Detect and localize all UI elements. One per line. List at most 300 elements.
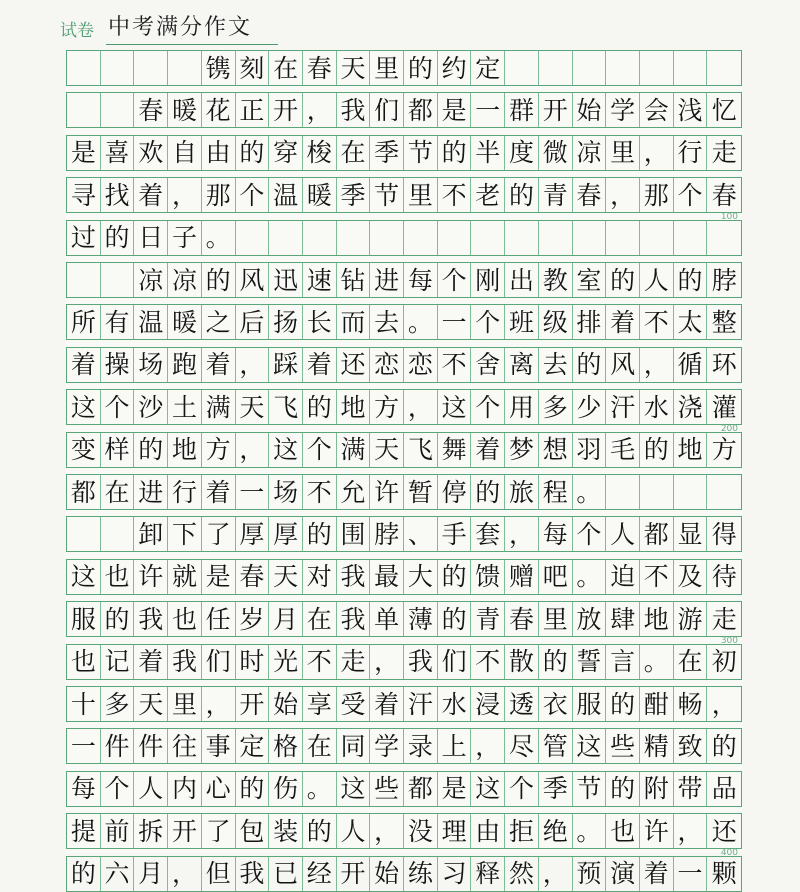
grid-cell: 的 [438,136,472,170]
grid-cell: 往 [168,729,202,763]
grid-cell: 的 [606,772,640,806]
grid-cell: 个 [101,772,135,806]
grid-cell: 出 [505,263,539,297]
grid-cell: 厚 [269,517,303,551]
grid-cell: 这 [337,772,371,806]
grid-row [66,559,742,595]
grid-cell: 春 [505,602,539,636]
grid-cell [674,51,708,85]
grid-cell: 迅 [269,263,303,297]
grid-cell: 满 [202,390,236,424]
grid-cell [404,221,438,255]
grid-row [66,516,742,552]
grid-cell: 手 [438,517,472,551]
grid-cell: 在 [303,729,337,763]
grid-cell: 也 [606,814,640,848]
grid-cell: 人 [337,814,371,848]
grid-cell [707,221,741,255]
grid-cell: 事 [202,729,236,763]
grid-cell: 一 [438,305,472,339]
grid-cell: 寻 [67,178,101,212]
grid-cell: 。 [573,814,607,848]
grid-cell: 凉 [168,263,202,297]
grid-cell: 一 [67,729,101,763]
grid-cell: 件 [101,729,135,763]
grid-cell: 飞 [269,390,303,424]
grid-cell: 提 [67,814,101,848]
grid-cell: 始 [370,857,404,891]
grid-cell: 环 [711,350,737,380]
grid-cell: 都 [404,93,438,127]
grid-cell: ， [539,857,573,891]
grid-cell: 在 [674,645,708,679]
grid-cell: 的 [711,731,737,761]
grid-cell: 时 [236,645,270,679]
header [0,0,800,48]
grid-cell: 享 [303,687,337,721]
grid-cell: 日 [134,221,168,255]
grid-cell: 方 [370,390,404,424]
grid-cell: 我 [404,645,438,679]
grid-cell: 浸 [471,687,505,721]
grid-cell: 岁 [236,602,270,636]
grid-cell [134,51,168,85]
grid-cell: 程 [539,475,573,509]
grid-cell: 在 [269,51,303,85]
grid-cell: 着 [67,348,101,382]
grid-cell: 赠 [505,560,539,594]
grid-cell: 春 [573,178,607,212]
grid-cell: 也 [168,602,202,636]
grid-cell: 初 [711,647,737,677]
grid-cell: 我 [337,602,371,636]
grid-cell: 沙 [134,390,168,424]
grid-cell: 子 [168,221,202,255]
grid-cell: 伤 [269,772,303,806]
grid-cell: 扬 [269,305,303,339]
grid-cell [236,221,270,255]
grid-cell: 节 [370,178,404,212]
grid-cell: 定 [236,729,270,763]
grid-cell [101,263,135,297]
grid-cell: 精 [640,729,674,763]
grid-cell: 舍 [471,348,505,382]
grid-cell [640,51,674,85]
grid-cell: 习 [438,857,472,891]
grid-cell: 浇 [674,390,708,424]
grid-cell: 致 [674,729,708,763]
grid-cell: 个 [236,178,270,212]
grid-row [66,728,742,764]
grid-cell: 拆 [134,814,168,848]
grid-cell: 肆 [606,602,640,636]
grid-cell: 没 [404,814,438,848]
grid-cell: 我 [337,560,371,594]
grid-cell [674,475,708,509]
grid-cell: ， [404,390,438,424]
grid-cell: 刻 [236,51,270,85]
grid-cell: ， [505,517,539,551]
grid-cell: 不 [303,645,337,679]
grid-cell [101,517,135,551]
grid-cell: 地 [168,433,202,467]
grid-cell: 这 [269,433,303,467]
grid-cell: 刚 [471,263,505,297]
grid-cell: 去 [370,305,404,339]
grid-cell: 人 [134,772,168,806]
grid-cell: 个 [438,263,472,297]
grid-cell: 附 [640,772,674,806]
grid-cell: 的 [539,645,573,679]
grid-cell: 汗 [404,687,438,721]
grid-cell: 的 [202,263,236,297]
grid-cell: 每 [539,517,573,551]
grid-cell: 样 [101,433,135,467]
grid-cell: 这 [67,560,101,594]
grid-cell: 内 [168,772,202,806]
grid-cell: 的 [438,602,472,636]
grid-row [66,135,742,171]
grid-cell: 暖 [303,178,337,212]
grid-cell: ， [236,348,270,382]
grid-cell: ， [370,814,404,848]
grid-cell: 会 [640,93,674,127]
grid-cell: 梦 [505,433,539,467]
grid-cell: 春 [303,51,337,85]
grid-cell: 个 [573,517,607,551]
grid-cell: 每 [404,263,438,297]
grid-cell: 天 [236,390,270,424]
grid-cell: 在 [101,475,135,509]
grid-cell [505,221,539,255]
grid-cell: 同 [337,729,371,763]
grid-cell: 进 [134,475,168,509]
grid-cell: 透 [505,687,539,721]
grid-cell: 节 [404,136,438,170]
grid-cell: 一 [674,857,708,891]
grid-cell: 套 [471,517,505,551]
grid-cell [337,221,371,255]
grid-cell: 开 [236,687,270,721]
grid-cell: 演 [606,857,640,891]
grid-cell: 找 [101,178,135,212]
grid-cell: ， [168,178,202,212]
grid-cell: 里 [606,136,640,170]
grid-cell: 围 [337,517,371,551]
grid-cell: 及 [674,560,708,594]
grid-cell: 花 [202,93,236,127]
grid-cell [640,475,674,509]
grid-cell: 的 [303,814,337,848]
grid-cell: 有 [101,305,135,339]
word-count-marker: 300 [720,636,738,647]
grid-cell: 的 [67,857,101,891]
grid-cell: 地 [674,433,708,467]
grid-cell [573,221,607,255]
grid-cell: 满 [337,433,371,467]
grid-cell: 温 [134,305,168,339]
grid-cell [67,51,101,85]
grid-cell: 的 [471,475,505,509]
grid-cell: 就 [168,560,202,594]
grid-cell: ， [640,136,674,170]
grid-cell [505,51,539,85]
grid-cell: 着 [202,348,236,382]
grid-cell: 青 [539,178,573,212]
grid-cell: 的 [674,263,708,297]
grid-cell: 记 [101,645,135,679]
grid-cell: 着 [640,857,674,891]
grid-cell: 不 [640,305,674,339]
grid-cell: 开 [168,814,202,848]
grid-cell: 还 [337,348,371,382]
grid-cell [539,51,573,85]
grid-cell: 待 [711,562,737,592]
grid-row [66,771,742,807]
grid-cell: 循 [674,348,708,382]
grid-cell: 吧 [539,560,573,594]
grid-cell: 那 [202,178,236,212]
grid-cell: 已 [269,857,303,891]
grid-cell: 天 [370,433,404,467]
grid-cell: 允 [337,475,371,509]
grid-cell: 凉 [134,263,168,297]
grid-cell: 一 [236,475,270,509]
grid-cell: 始 [269,687,303,721]
grid-cell: 行 [674,136,708,170]
grid-cell: 所 [67,305,101,339]
grid-cell: ， [168,857,202,891]
grid-cell: 的 [404,51,438,85]
grid-row [66,474,742,510]
grid-cell: 月 [269,602,303,636]
grid-row [66,220,742,256]
grid-cell: 每 [67,772,101,806]
grid-cell [674,221,708,255]
grid-cell: 青 [471,602,505,636]
grid-cell: 都 [404,772,438,806]
word-count-marker: 100 [720,212,738,223]
grid-cell: 长 [303,305,337,339]
grid-cell: 走 [337,645,371,679]
grid-cell: 季 [370,136,404,170]
grid-cell: 是 [438,93,472,127]
grid-cell: 着 [370,687,404,721]
grid-cell: 后 [236,305,270,339]
grid-cell: 也 [101,560,135,594]
grid-row [66,92,742,128]
grid-cell: 薄 [404,602,438,636]
grid-cell [168,51,202,85]
grid-cell: 我 [337,93,371,127]
grid-cell: 浅 [674,93,708,127]
grid-cell [303,221,337,255]
grid-cell: 操 [101,348,135,382]
grid-cell: 显 [674,517,708,551]
grid-cell: 的 [101,221,135,255]
grid-cell: 走 [711,604,737,634]
grid-cell: 不 [471,645,505,679]
grid-cell: 。 [573,475,607,509]
grid-cell: 下 [168,517,202,551]
grid-cell: 心 [202,772,236,806]
grid-cell: 的 [640,433,674,467]
grid-cell: 带 [674,772,708,806]
grid-cell: 十 [67,687,101,721]
grid-cell: 学 [606,93,640,127]
grid-cell: 学 [370,729,404,763]
grid-cell: 群 [505,93,539,127]
grid-cell: 绝 [539,814,573,848]
grid-row [66,347,742,383]
grid-cell: 了 [202,517,236,551]
grid-row [66,644,742,680]
grid-cell: 月 [134,857,168,891]
grid-cell: 旅 [505,475,539,509]
grid-cell [606,475,640,509]
grid-cell: 的 [303,517,337,551]
grid-cell: 前 [101,814,135,848]
grid-cell: 镌 [202,51,236,85]
grid-cell: 开 [337,857,371,891]
grid-row [66,50,742,86]
grid-cell: 忆 [711,95,737,125]
grid-cell: 衣 [539,687,573,721]
grid-cell: 人 [606,517,640,551]
grid-cell: 。 [640,645,674,679]
grid-row [66,856,742,892]
grid-cell: 大 [404,560,438,594]
grid-cell: 去 [539,348,573,382]
title-underline [106,44,278,45]
grid-cell: ， [471,729,505,763]
grid-cell: 穿 [269,136,303,170]
grid-cell: 厚 [236,517,270,551]
grid-row [66,389,742,425]
grid-cell: 个 [471,390,505,424]
grid-cell: 温 [269,178,303,212]
grid-cell: 迫 [606,560,640,594]
grid-cell: 畅 [674,687,708,721]
grid-cell: 的 [303,390,337,424]
grid-cell: 。 [573,560,607,594]
grid-cell: 是 [67,136,101,170]
grid-cell [573,51,607,85]
grid-cell: 不 [303,475,337,509]
grid-cell: 钻 [337,263,371,297]
grid-cell: 开 [539,93,573,127]
grid-cell: 脖 [370,517,404,551]
grid-cell: 都 [67,475,101,509]
grid-cell: 季 [337,178,371,212]
grid-cell: 离 [505,348,539,382]
grid-cell: 春 [134,93,168,127]
grid-cell: 灌 [711,392,737,422]
grid-cell [370,221,404,255]
grid-cell: 在 [337,136,371,170]
grid-cell: 天 [337,51,371,85]
grid-cell: 些 [370,772,404,806]
grid-cell: 速 [303,263,337,297]
grid-cell: ， [606,178,640,212]
grid-cell: 们 [202,645,236,679]
grid-cell: 班 [505,305,539,339]
grid-cell: 方 [202,433,236,467]
grid-cell: 馈 [471,560,505,594]
grid-cell: 天 [269,560,303,594]
grid-cell: 在 [303,602,337,636]
grid-cell: 不 [438,348,472,382]
grid-cell: 地 [640,602,674,636]
grid-cell: 水 [438,687,472,721]
grid-cell: 个 [674,178,708,212]
grid-cell: 的 [438,560,472,594]
grid-cell: 节 [573,772,607,806]
grid-cell: 用 [505,390,539,424]
grid-cell: 六 [101,857,135,891]
grid-cell: 欢 [134,136,168,170]
grid-cell: 季 [539,772,573,806]
grid-cell: 暂 [404,475,438,509]
grid-cell: ， [236,433,270,467]
grid-cell: 开 [269,93,303,127]
grid-cell: 教 [539,263,573,297]
grid-cell: 我 [168,645,202,679]
grid-cell: 们 [370,93,404,127]
grid-cell: 约 [438,51,472,85]
word-count-marker: 400 [720,848,738,859]
grid-cell: 走 [711,138,737,168]
word-count-marker: 200 [720,424,738,435]
grid-cell: 们 [438,645,472,679]
grid-cell: 想 [539,433,573,467]
grid-cell: 誓 [573,645,607,679]
grid-cell: 我 [236,857,270,891]
grid-cell: 言 [606,645,640,679]
grid-cell: 的 [606,263,640,297]
grid-cell: 录 [404,729,438,763]
grid-cell: 品 [711,774,737,804]
grid-cell: 卸 [134,517,168,551]
grid-cell: 由 [471,814,505,848]
grid-cell: 都 [640,517,674,551]
grid-cell: 放 [573,602,607,636]
grid-cell: 进 [370,263,404,297]
grid-cell [67,517,101,551]
grid-cell: 也 [67,645,101,679]
grid-cell: 之 [202,305,236,339]
grid-cell: 的 [101,602,135,636]
grid-cell: 不 [640,560,674,594]
grid-cell: 单 [370,602,404,636]
grid-cell: 的 [505,178,539,212]
grid-cell: 练 [404,857,438,891]
grid-cell: 得 [711,519,737,549]
grid-cell: 的 [573,348,607,382]
grid-cell [471,221,505,255]
grid-cell: 停 [438,475,472,509]
grid-cell: 跑 [168,348,202,382]
grid-cell: 着 [134,645,168,679]
grid-cell: 这 [573,729,607,763]
grid-cell: ， [303,93,337,127]
grid-cell: 风 [236,263,270,297]
grid-row [66,601,742,637]
paper-label: 试卷 [60,21,94,41]
grid-cell [707,475,741,509]
grid-cell: 散 [505,645,539,679]
grid-cell: 定 [471,51,505,85]
